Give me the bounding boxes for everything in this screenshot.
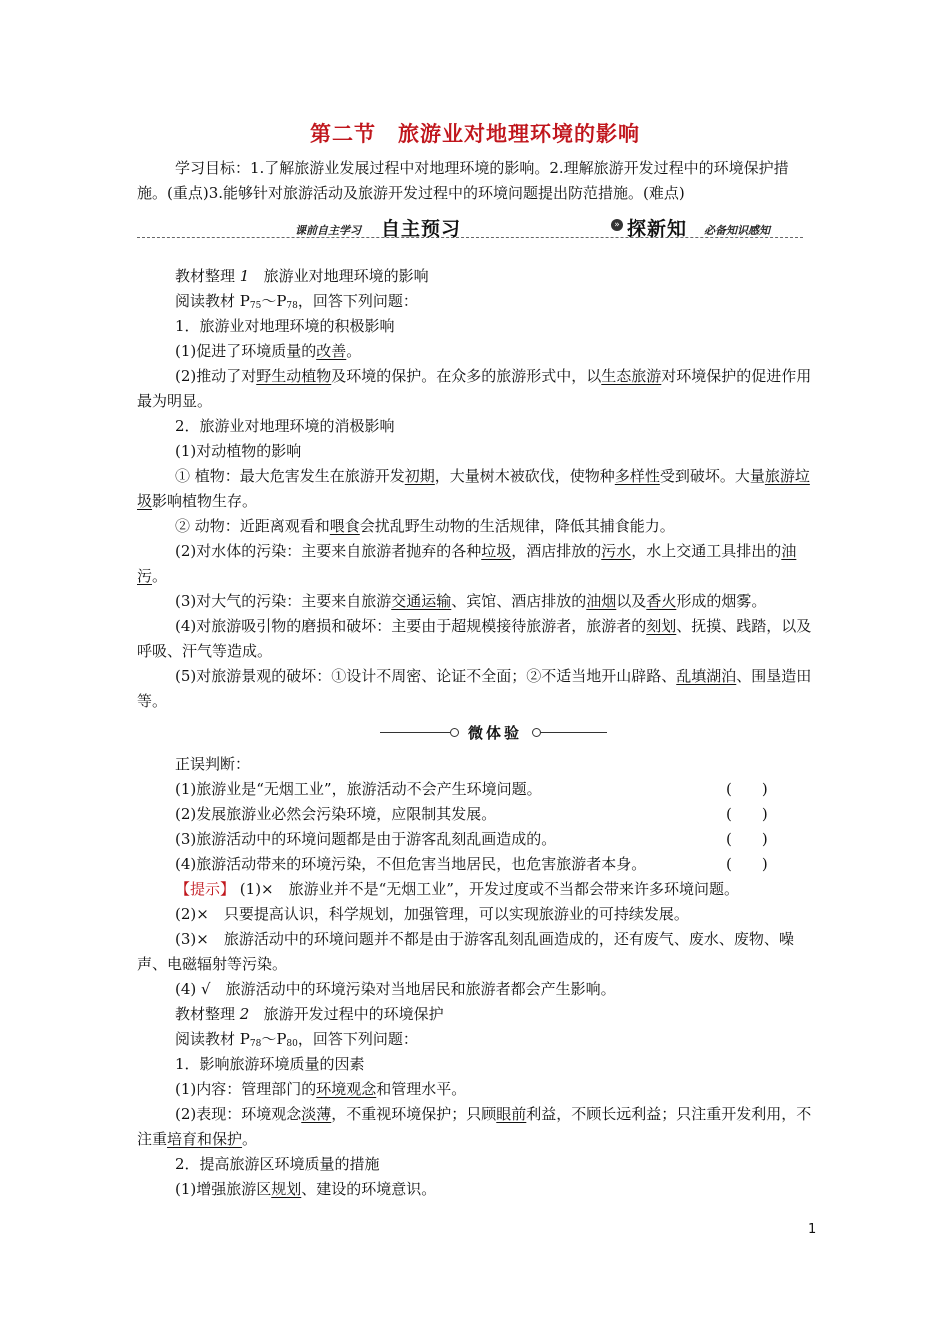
answer-blank-4: ( ) (726, 855, 768, 873)
banner-main-2: 探新知 (627, 218, 688, 240)
heading-negative-impact: 2．旅游业对地理环境的消极影响 (175, 417, 395, 435)
read-instruction-2: 阅读教材 $P_{78}\sim P_{80}$，回答下列问题： (175, 1030, 418, 1049)
judge-item-3: (3)旅游活动中的环境问题都是由于游客乱刻乱画造成的。 (175, 830, 557, 848)
factor-content: (1)内容：管理部门的环境观念和管理水平。 (175, 1080, 467, 1098)
item-1-1: (1)促进了环境质量的改善。 (175, 342, 362, 360)
material-heading-1: 教材整理 1 旅游业对地理环境的影响 (175, 267, 429, 285)
learning-objectives: 学习目标：1.了解旅游业发展过程中对地理环境的影响。2.理解旅游开发过程中的环境保护措施。(重点)3.能够针对旅游活动及旅游开发过程中的环境问题提出防范措施。(难点) (137, 159, 789, 202)
item-2-animals: ② 动物：近距离观看和喂食会扰乱野生动物的生活规律，降低其捕食能力。 (175, 517, 675, 535)
micro-experience-header (380, 722, 610, 744)
section-number: 第二节 (310, 122, 376, 146)
page-number: 1 (808, 1222, 817, 1237)
heading-quality-factors: 1．影响旅游环境质量的因素 (175, 1055, 365, 1073)
banner-left-label: 课前自主学习 (295, 224, 361, 237)
material-heading-2: 教材整理 2 旅游开发过程中的环境保护 (175, 1005, 444, 1023)
banner-main-1: 自主预习 (381, 218, 462, 240)
measure-1: (1)增强旅游区规划、建设的环境意识。 (175, 1180, 437, 1198)
judge-item-4: (4)旅游活动带来的环境污染，不但危害当地居民，也危害旅游者本身。 (175, 855, 647, 873)
hint-label: 【提示】 (175, 880, 236, 898)
item-2-landscape: (5)对旅游景观的破坏：①设计不周密、论证不全面；②不适当地开山辟路、乱填湖泊、围垦造田等。 (137, 667, 812, 710)
section-name: 旅游业对地理环境的影响 (398, 122, 640, 146)
micro-experience-label: 微体验 (468, 724, 523, 742)
item-2-1: (1)对动植物的影响 (175, 442, 302, 460)
judge-title: 正误判断： (175, 755, 251, 773)
item-2-attractions: (4)对旅游吸引物的磨损和破坏：主要由于超规模接待旅游者，旅游者的刻划、抚摸、践踏，以及呼吸、汗气等造成。 (137, 617, 812, 660)
banner-right-label: 必备知识感知 (704, 224, 770, 237)
hint-2: (2)× 只要提高认识，科学规划，加强管理，可以实现旅游业的可持续发展。 (175, 905, 689, 923)
factor-performance: (2)表现：环境观念淡薄，不重视环境保护；只顾眼前利益，不顾长远利益；只注重开发利用，不注重培育和保护。 (137, 1105, 812, 1148)
judge-item-1: (1)旅游业是“无烟工业”，旅游活动不会产生环境问题。 (175, 780, 542, 798)
read-instruction-1: 阅读教材 $P_{75}\sim P_{78}$，回答下列问题： (175, 292, 418, 311)
hint-4: (4) √ 旅游活动中的环境污染对当地居民和旅游者都会产生影响。 (175, 980, 616, 998)
hint-3: (3)× 旅游活动中的环境问题并不都是由于游客乱刻乱画造成的，还有废气、废水、废物、噪声、电磁辐射等污染。 (137, 930, 794, 973)
answer-blank-2: ( ) (726, 805, 768, 823)
item-2-plants: ① 植物：最大危害发生在旅游开发初期，大量树木被砍伐，使物种多样性受到破坏。大量旅游垃圾影响植物生存。 (137, 467, 810, 510)
judge-item-2: (2)发展旅游业必然会污染环境，应限制其发展。 (175, 805, 497, 823)
answer-blank-3: ( ) (726, 830, 768, 848)
answer-blank-1: ( ) (726, 780, 768, 798)
heading-positive-impact: 1．旅游业对地理环境的积极影响 (175, 317, 395, 335)
section-title (0, 118, 950, 148)
heading-improvement-measures: 2．提高旅游区环境质量的措施 (175, 1155, 380, 1173)
banner-arrow-icon: » (611, 219, 623, 231)
hint-1: 【提示】 (1)× 旅游业并不是“无烟工业”，开发过度或不当都会带来许多环境问题。 (175, 880, 739, 898)
item-2-water: (2)对水体的污染：主要来自旅游者抛弃的各种垃圾，酒店排放的污水，水上交通工具排出的油污。 (137, 542, 797, 585)
item-2-air: (3)对大气的污染：主要来自旅游交通运输、宾馆、酒店排放的油烟以及香火形成的烟雾。 (175, 592, 767, 610)
item-1-2: (2)推动了对野生动植物及环境的保护。在众多的旅游形式中，以生态旅游对环境保护的促进作用最为明显。 (137, 367, 812, 410)
section-banner (137, 214, 803, 240)
